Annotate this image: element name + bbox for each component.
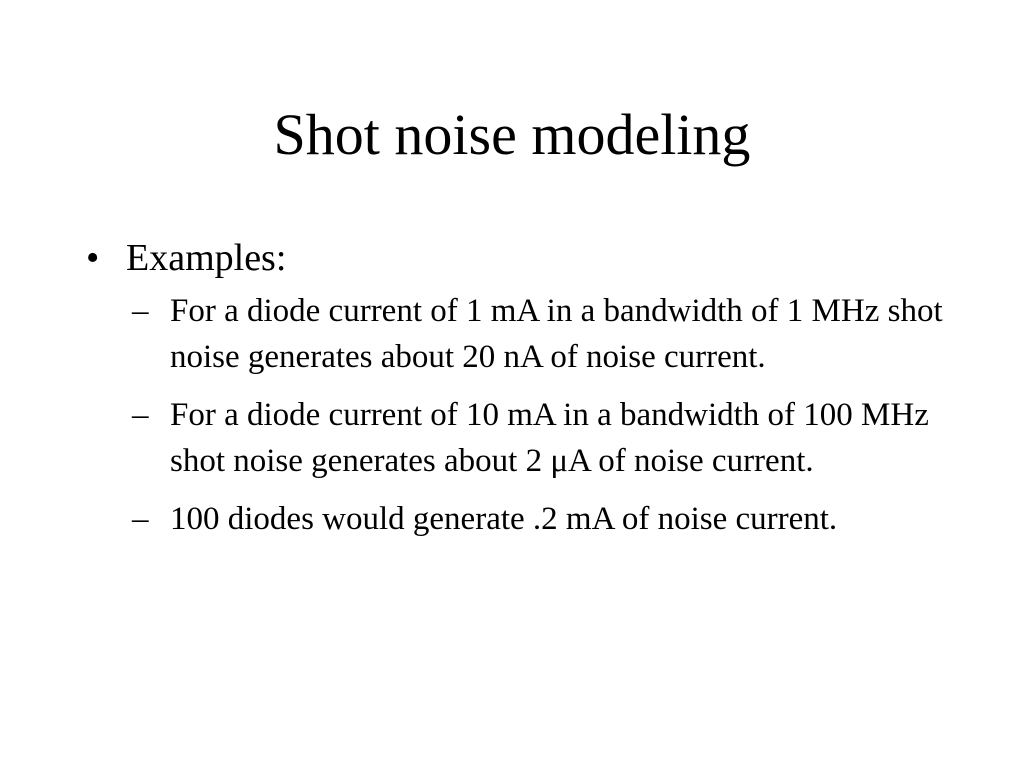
- sub-bullet-text: For a diode current of 1 mA in a bandwidth of 1 MHz shot noise generates about 20 nA of noise current.: [170, 293, 943, 375]
- dash-marker: –: [132, 397, 149, 433]
- sub-bullet-item: [132, 288, 966, 380]
- sub-bullet-item: [132, 392, 966, 484]
- bullet-item: [86, 232, 966, 542]
- bullet-row: [86, 232, 966, 284]
- bullet-marker: •: [86, 237, 100, 279]
- slide-title: Shot noise modeling: [273, 102, 751, 167]
- bullet-text: Examples:: [126, 237, 287, 279]
- dash-marker: –: [132, 293, 149, 329]
- sub-bullet-list: [86, 288, 966, 542]
- bullet-list: [86, 232, 966, 554]
- dash-marker: –: [132, 501, 149, 537]
- sub-bullet-text: 100 diodes would generate .2 mA of noise current.: [170, 501, 838, 537]
- sub-bullet-item: [132, 496, 966, 542]
- sub-bullet-text: For a diode current of 10 mA in a bandwidth of 100 MHz shot noise generates about 2 μA of noise current.: [170, 397, 929, 479]
